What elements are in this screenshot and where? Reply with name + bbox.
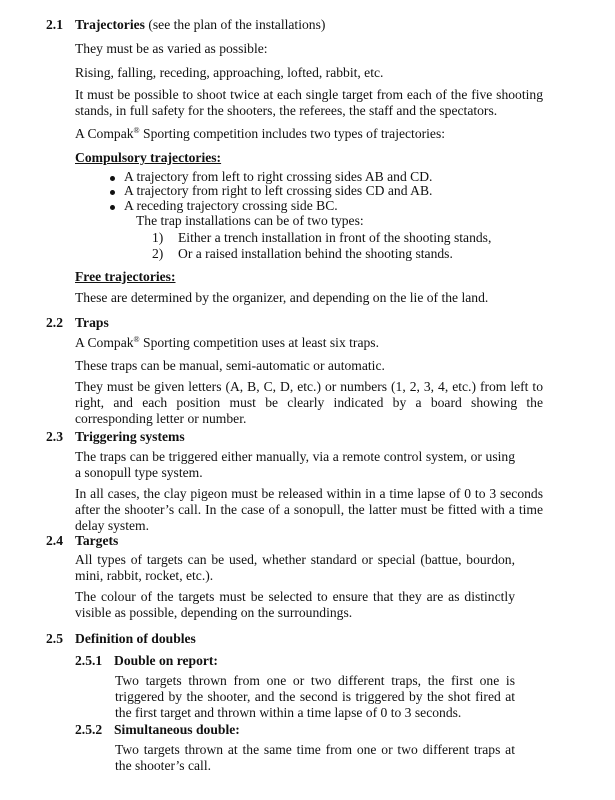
- bullet-icon: [110, 205, 115, 210]
- section-title: Traps: [75, 315, 109, 330]
- section-number: 2.4: [46, 533, 63, 548]
- paragraph: Two targets thrown at the same time from one or two different traps at the shooter’s call.: [115, 742, 515, 773]
- subsection-number: 2.5.1: [75, 653, 103, 668]
- list-number: 1): [152, 230, 164, 245]
- subsection-title: Simultaneous double:: [114, 722, 240, 737]
- text-run: A Compak: [75, 126, 134, 141]
- section-number: 2.1: [46, 17, 63, 32]
- paragraph: The trap installations can be of two types:: [136, 213, 364, 228]
- section-title-note: (see the plan of the installations): [144, 17, 326, 32]
- section-number: 2.2: [46, 315, 63, 330]
- section-number: 2.3: [46, 429, 63, 444]
- text-run: Sporting competition includes two types of trajectories:: [139, 126, 446, 141]
- text-run: A Compak: [75, 335, 134, 350]
- paragraph: All types of targets can be used, whether standard or special (battue, bourdon, mini, rabbit, rocket, etc.).: [75, 552, 515, 583]
- paragraph: In all cases, the clay pigeon must be released within in a time lapse of 0 to 3 seconds after the shooter’s call. In the case of a sonopull, the latter must be fitted with a time delay system.: [75, 486, 543, 533]
- paragraph: They must be as varied as possible:: [75, 41, 268, 56]
- paragraph: The colour of the targets must be selected to ensure that they are as distinctly visible as possible, depending on the surroundings.: [75, 589, 515, 620]
- list-item: Or a raised installation behind the shooting stands.: [178, 246, 453, 261]
- section-heading: [75, 17, 325, 33]
- paragraph: These traps can be manual, semi-automatic or automatic.: [75, 358, 385, 373]
- section-title: Trajectories: [75, 17, 145, 32]
- paragraph: These are determined by the organizer, and depending on the lie of the land.: [75, 290, 489, 305]
- bullet-icon: [110, 176, 115, 181]
- paragraph: They must be given letters (A, B, C, D, etc.) or numbers (1, 2, 3, 4, etc.) from left to right, and each position must be clearly indicated by a board showing the corresponding letter or number.: [75, 379, 543, 426]
- bullet-icon: [110, 190, 115, 195]
- registered-mark: ®: [133, 126, 140, 135]
- list-item: A receding trajectory crossing side BC.: [124, 198, 338, 213]
- paragraph: [75, 335, 379, 351]
- subsection-number: 2.5.2: [75, 722, 103, 737]
- section-title: Targets: [75, 533, 119, 548]
- list-item: A trajectory from right to left crossing sides CD and AB.: [124, 183, 433, 198]
- paragraph: It must be possible to shoot twice at each single target from each of the five shooting stands, in full safety for the shooters, the referees, the staff and the spectators.: [75, 87, 543, 118]
- section-title: Definition of doubles: [75, 631, 196, 646]
- section-number: 2.5: [46, 631, 63, 646]
- subheading-compulsory: Compulsory trajectories:: [75, 150, 222, 165]
- paragraph: [75, 126, 445, 142]
- paragraph: Rising, falling, receding, approaching, lofted, rabbit, etc.: [75, 65, 384, 80]
- list-item: A trajectory from left to right crossing sides AB and CD.: [124, 169, 433, 184]
- paragraph: The traps can be triggered either manually, via a remote control system, or using a sonopull type system.: [75, 449, 515, 480]
- paragraph: Two targets thrown from one or two different traps, the first one is triggered by the shooter, and the second is triggered by the shot fired at the first target and thrown within a time lapse of 0 to 3 seconds.: [115, 673, 515, 720]
- text-run: Sporting competition uses at least six traps.: [139, 335, 379, 350]
- section-title: Triggering systems: [75, 429, 185, 444]
- list-number: 2): [152, 246, 164, 261]
- subsection-title: Double on report:: [114, 653, 218, 668]
- subheading-free: Free trajectories:: [75, 269, 176, 284]
- registered-mark: ®: [133, 335, 140, 344]
- list-item: Either a trench installation in front of the shooting stands,: [178, 230, 492, 245]
